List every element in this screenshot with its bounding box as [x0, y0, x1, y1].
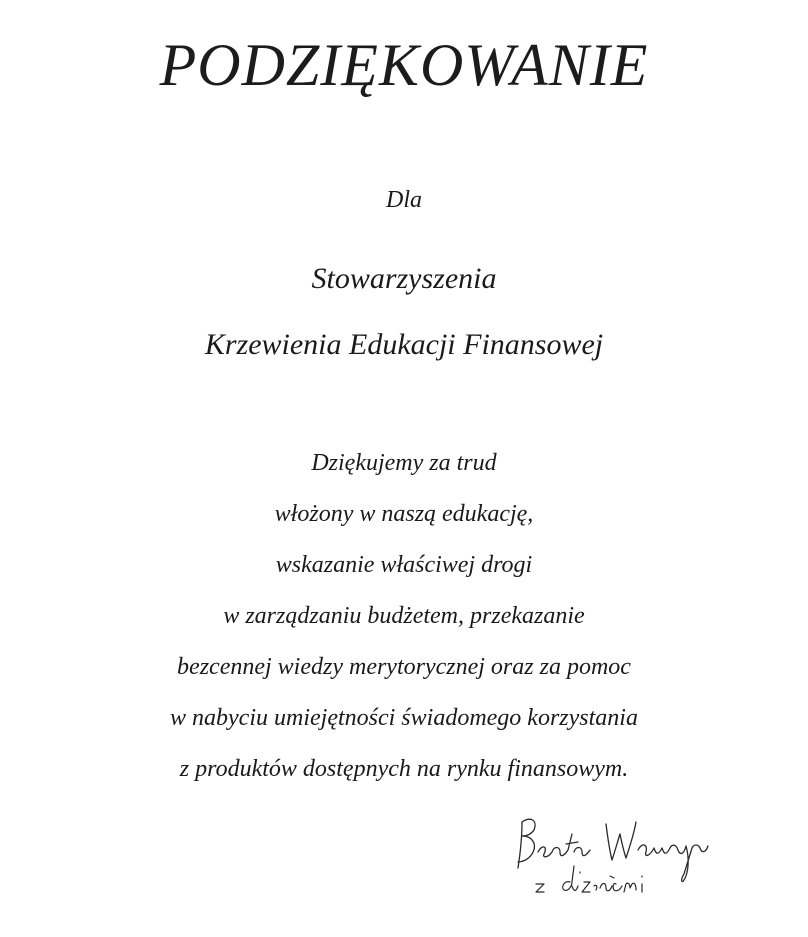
thank-you-message	[0, 448, 808, 805]
message-line: wskazanie właściwej drogi	[275, 552, 533, 578]
message-line: włożony w naszą edukację,	[274, 501, 534, 527]
certificate-title: PODZIĘKOWANIE	[159, 32, 649, 98]
message-line: bezcennej wiedzy merytorycznej oraz za pomoc	[177, 654, 631, 680]
message-line: Dziękujemy za trud	[311, 450, 497, 476]
message-line: w nabyciu umiejętności świadomego korzystania	[170, 705, 638, 731]
message-line: w zarządzaniu budżetem, przekazanie	[223, 603, 585, 629]
recipient-line-1: Stowarzyszenia	[311, 262, 497, 295]
for-label: Dla	[386, 187, 422, 213]
message-line: z produktów dostępnych na rynku finansowym.	[179, 756, 629, 782]
recipient-line-2: Krzewienia Edukacji Finansowej	[204, 328, 604, 361]
handwritten-signature	[508, 800, 748, 910]
